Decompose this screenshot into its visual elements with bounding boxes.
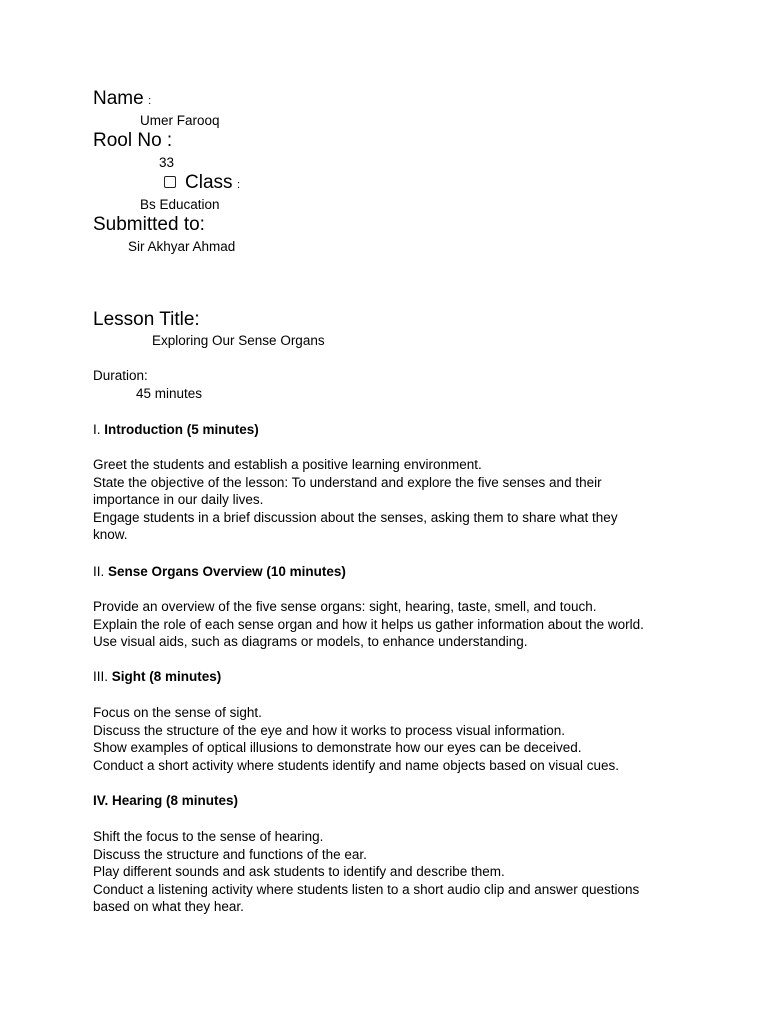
section-title: IV. Hearing (8 minutes) <box>93 793 239 808</box>
section-line: Explain the role of each sense organ and how it helps us gather information about the world. <box>93 616 644 632</box>
section-line: importance in our daily lives. <box>93 492 264 508</box>
name-label: Name <box>93 88 144 109</box>
section-line: Conduct a listening activity where students listen to a short audio clip and answer questions <box>93 881 640 897</box>
section-line: based on what they hear. <box>93 899 244 915</box>
duration-label: Duration: <box>93 368 148 383</box>
section-line: Provide an overview of the five sense organs: sight, hearing, taste, smell, and touch. <box>93 599 597 614</box>
section-line: Show examples of optical illusions to demonstrate how our eyes can be deceived. <box>93 740 582 756</box>
section-prefix: I. <box>93 422 105 437</box>
submitted-value: Sir Akhyar Ahmad <box>128 239 236 254</box>
section-line: Engage students in a brief discussion about the senses, asking them to share what they <box>93 509 618 525</box>
class-colon: : <box>236 179 241 191</box>
class-value: Bs Education <box>140 197 220 212</box>
section-body <box>93 704 619 774</box>
class-label: Class <box>185 172 233 193</box>
section-line: State the objective of the lesson: To understand and explore the five senses and their <box>93 474 602 490</box>
class-label-row <box>164 172 240 194</box>
section-heading <box>93 669 221 684</box>
section-title: Sight (8 minutes) <box>111 669 222 684</box>
section-prefix: III. <box>93 669 112 684</box>
section-heading <box>93 793 238 808</box>
section-line: Conduct a short activity where students identify and name objects based on visual cues. <box>93 757 620 773</box>
duration-value: 45 minutes <box>136 386 203 401</box>
section-title: Introduction (5 minutes) <box>104 422 259 437</box>
section-heading <box>93 422 259 437</box>
section-prefix: II. <box>93 564 109 579</box>
name-label-row <box>93 88 151 110</box>
section-heading <box>93 564 346 579</box>
section-body <box>93 598 644 651</box>
section-line: Focus on the sense of sight. <box>93 705 262 720</box>
section-line: Play different sounds and ask students to identify and describe them. <box>93 864 505 880</box>
section-line: Greet the students and establish a positive learning environment. <box>93 457 482 472</box>
section-line: Use visual aids, such as diagrams or models, to enhance understanding. <box>93 634 528 650</box>
section-line: Shift the focus to the sense of hearing. <box>93 829 324 844</box>
roll-label: Rool No : <box>93 130 173 151</box>
submitted-label: Submitted to: <box>93 214 205 235</box>
section-line: Discuss the structure and functions of the ear. <box>93 846 367 862</box>
section-line: Discuss the structure of the eye and how it works to process visual information. <box>93 722 565 738</box>
lesson-title-value: Exploring Our Sense Organs <box>152 333 325 348</box>
section-line: know. <box>93 527 128 543</box>
checkbox-icon[interactable] <box>164 176 176 188</box>
name-value: Umer Farooq <box>140 113 220 128</box>
section-body <box>93 456 618 544</box>
roll-value: 33 <box>159 155 175 170</box>
section-title: Sense Organs Overview (10 minutes) <box>108 564 346 579</box>
name-colon: : <box>148 95 152 107</box>
lesson-title-label: Lesson Title: <box>93 309 200 330</box>
section-body <box>93 828 639 916</box>
